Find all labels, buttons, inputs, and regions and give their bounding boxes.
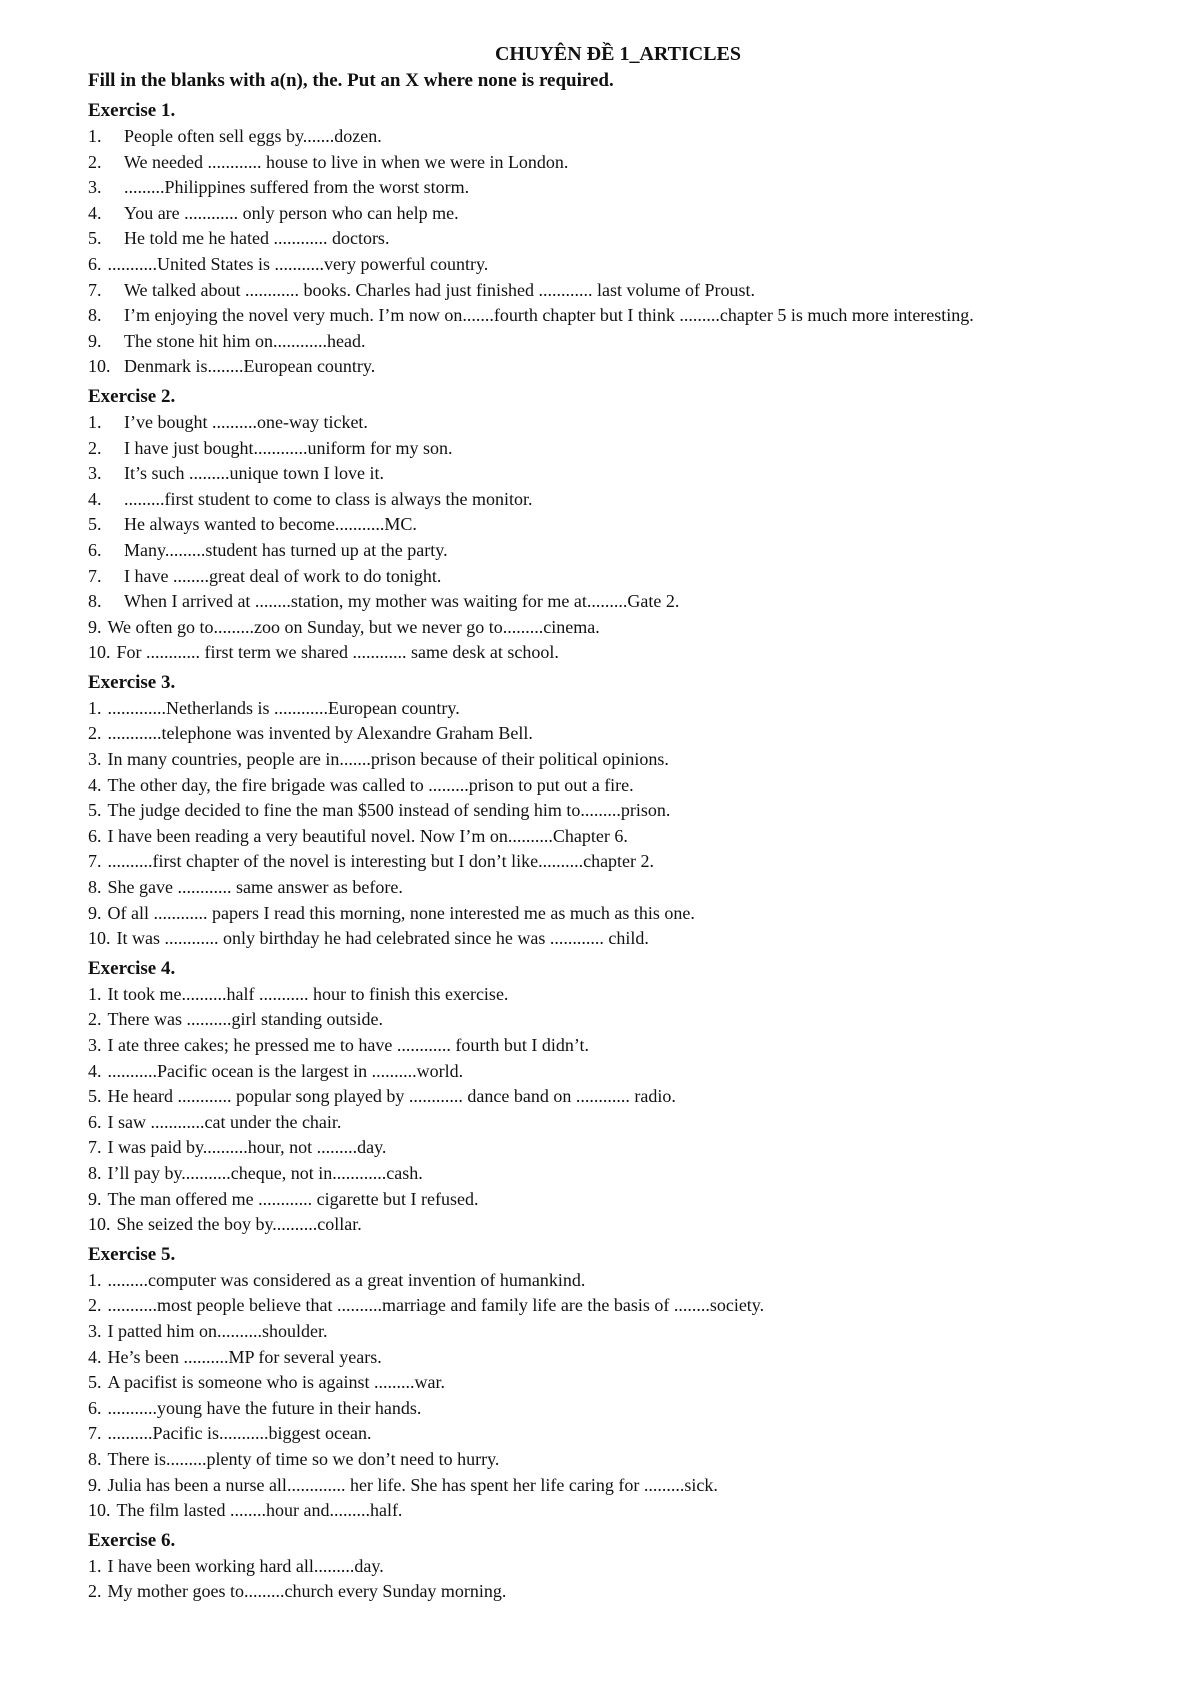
item-text: ...........young have the future in their hands. — [107, 1397, 422, 1418]
exercise-item — [88, 798, 1148, 824]
exercise-item — [88, 354, 1148, 380]
item-text: ...........Pacific ocean is the largest in ..........world. — [107, 1060, 464, 1081]
exercise-items — [88, 982, 1148, 1238]
item-text: I have just bought............uniform for my son. — [124, 437, 453, 458]
exercise-item — [88, 926, 1148, 952]
item-text: ............telephone was invented by Alexandre Graham Bell. — [107, 723, 533, 744]
item-text: The stone hit him on............head. — [124, 330, 366, 351]
item-text: Denmark is........European country. — [124, 356, 376, 377]
item-text: We needed ............ house to live in when we were in London. — [124, 151, 569, 172]
exercise-item — [88, 1187, 1148, 1213]
exercise-item — [88, 615, 1148, 641]
item-text: I have been reading a very beautiful novel. Now I’m on..........Chapter 6. — [107, 825, 628, 846]
item-number: 6. — [88, 1111, 102, 1132]
item-text: A pacifist is someone who is against .........war. — [107, 1372, 445, 1393]
exercise-item — [88, 1421, 1148, 1447]
exercise-item — [88, 1293, 1148, 1319]
item-number: 10. — [88, 642, 111, 663]
item-number: 10. — [88, 356, 111, 377]
exercise-5 — [88, 1242, 1148, 1524]
exercise-item — [88, 1110, 1148, 1136]
exercise-item — [88, 436, 1148, 462]
item-number: 2. — [88, 151, 102, 172]
item-number: 2. — [88, 723, 102, 744]
exercise-item — [88, 875, 1148, 901]
item-number: 10. — [88, 1214, 111, 1235]
item-text: In many countries, people are in.......prison because of their political opinions. — [107, 749, 669, 770]
item-text: We often go to.........zoo on Sunday, but we never go to.........cinema. — [107, 616, 600, 637]
exercise-4 — [88, 956, 1148, 1238]
item-text: There is.........plenty of time so we don’t need to hurry. — [107, 1448, 500, 1469]
exercise-item — [88, 721, 1148, 747]
item-text: Julia has been a nurse all............. her life. She has spent her life caring for .........sick. — [107, 1474, 718, 1495]
item-text: I patted him on..........shoulder. — [107, 1320, 328, 1341]
item-number: 9. — [88, 902, 102, 923]
exercise-item — [88, 226, 1148, 252]
exercise-item — [88, 773, 1148, 799]
item-text: She gave ............ same answer as before. — [107, 877, 403, 898]
exercise-item — [88, 901, 1148, 927]
exercise-heading: Exercise 6. — [88, 1529, 176, 1551]
item-number: 10. — [88, 1500, 111, 1521]
item-text: We talked about ............ books. Charles had just finished ............ last volume of Proust. — [124, 279, 755, 300]
item-number: 4. — [88, 774, 102, 795]
instruction-text: Fill in the blanks with a(n), the. Put an X where none is required. — [88, 70, 614, 91]
item-text: I saw ............cat under the chair. — [107, 1111, 342, 1132]
item-text: ...........most people believe that ..........marriage and family life are the basis of ........society. — [107, 1295, 765, 1316]
item-number: 1. — [88, 983, 102, 1004]
item-number: 8. — [88, 591, 102, 612]
item-text: He told me he hated ............ doctors. — [124, 228, 390, 249]
exercise-item — [88, 824, 1148, 850]
item-number: 7. — [88, 1423, 102, 1444]
item-number: 10. — [88, 928, 111, 949]
item-number: 1. — [88, 1555, 102, 1576]
item-number: 2. — [88, 1295, 102, 1316]
item-text: I ate three cakes; he pressed me to have ............ fourth but I didn’t. — [107, 1035, 590, 1055]
exercise-item — [88, 1033, 1148, 1059]
exercise-items — [88, 124, 1148, 380]
item-text: ...........United States is ...........very powerful country. — [107, 253, 489, 274]
exercise-heading: Exercise 1. — [88, 100, 176, 121]
item-text: I have ........great deal of work to do tonight. — [124, 565, 442, 586]
item-number: 7. — [88, 851, 102, 872]
exercise-item — [88, 487, 1148, 513]
exercise-item — [88, 564, 1148, 590]
exercise-item — [88, 849, 1148, 875]
item-number: 5. — [88, 514, 102, 535]
document-page — [88, 40, 1148, 1605]
exercise-heading: Exercise 4. — [88, 957, 176, 979]
exercise-item — [88, 1579, 1148, 1605]
item-text: It was ............ only birthday he had celebrated since he was ............ child. — [116, 928, 649, 949]
exercise-heading: Exercise 3. — [88, 671, 176, 693]
item-number: 1. — [88, 411, 102, 432]
exercise-item — [88, 461, 1148, 487]
exercise-items — [88, 696, 1148, 952]
exercise-item — [88, 1161, 1148, 1187]
item-number: 3. — [88, 749, 102, 770]
item-number: 1. — [88, 1269, 102, 1290]
item-text: She seized the boy by..........collar. — [116, 1214, 362, 1235]
item-number: 4. — [88, 488, 102, 509]
exercise-3 — [88, 670, 1148, 952]
exercise-item — [88, 696, 1148, 722]
item-text: He always wanted to become...........MC. — [124, 514, 417, 535]
item-text: I have been working hard all.........day. — [107, 1555, 384, 1576]
item-number: 5. — [88, 1372, 102, 1393]
item-number: 8. — [88, 877, 102, 898]
item-text: .........first student to come to class is always the monitor. — [124, 488, 533, 509]
item-number: 7. — [88, 565, 102, 586]
item-text: My mother goes to.........church every Sunday morning. — [107, 1581, 507, 1602]
item-text: Many.........student has turned up at the party. — [124, 539, 448, 560]
exercise-item — [88, 1396, 1148, 1422]
exercise-item — [88, 1319, 1148, 1345]
exercise-item — [88, 982, 1148, 1008]
item-number: 3. — [88, 1320, 102, 1341]
item-text: For ............ first term we shared ............ same desk at school. — [116, 642, 559, 663]
item-text: I’ll pay by...........cheque, not in............cash. — [107, 1162, 423, 1183]
item-number: 4. — [88, 202, 102, 223]
exercise-item — [88, 278, 1148, 304]
item-number: 1. — [88, 697, 102, 718]
item-text: ..........Pacific is...........biggest ocean. — [107, 1423, 372, 1444]
exercise-item — [88, 1345, 1148, 1371]
exercise-items — [88, 1554, 1148, 1605]
exercise-item — [88, 1135, 1148, 1161]
exercise-item — [88, 410, 1148, 436]
item-number: 4. — [88, 1060, 102, 1081]
item-text: He’s been ..........MP for several years. — [107, 1346, 382, 1367]
exercise-item — [88, 1268, 1148, 1294]
document-title: CHUYÊN ĐỀ 1_ARTICLES — [494, 43, 741, 65]
item-number: 4. — [88, 1346, 102, 1367]
exercise-item — [88, 1473, 1148, 1499]
exercise-item — [88, 1370, 1148, 1396]
exercise-item — [88, 175, 1148, 201]
exercise-6 — [88, 1528, 1148, 1605]
item-text: The other day, the fire brigade was called to .........prison to put out a fire. — [107, 774, 634, 795]
item-text: There was ..........girl standing outside. — [107, 1009, 383, 1030]
exercise-item — [88, 747, 1148, 773]
item-number: 3. — [88, 463, 102, 484]
item-number: 9. — [88, 330, 102, 351]
item-number: 5. — [88, 228, 102, 249]
item-number: 6. — [88, 1397, 102, 1418]
exercise-item — [88, 1498, 1148, 1524]
item-text: The film lasted ........hour and.........half. — [116, 1500, 403, 1521]
item-number: 5. — [88, 800, 102, 821]
exercise-item — [88, 640, 1148, 666]
exercise-item — [88, 512, 1148, 538]
item-number: 8. — [88, 1448, 102, 1469]
item-number: 8. — [88, 305, 102, 326]
exercise-heading: Exercise 5. — [88, 1243, 176, 1265]
exercise-item — [88, 1554, 1148, 1580]
item-number: 3. — [88, 1035, 102, 1055]
item-text: The man offered me ............ cigarette but I refused. — [107, 1188, 479, 1209]
exercise-item — [88, 538, 1148, 564]
item-number: 7. — [88, 279, 102, 300]
item-text: The judge decided to fine the man $500 instead of sending him to.........prison. — [107, 800, 671, 821]
item-number: 9. — [88, 616, 102, 637]
item-text: It took me..........half ........... hour to finish this exercise. — [107, 983, 509, 1004]
item-text: It’s such .........unique town I love it. — [124, 463, 384, 484]
item-text: Of all ............ papers I read this morning, none interested me as much as this one. — [107, 902, 695, 923]
item-number: 6. — [88, 253, 102, 274]
item-text: When I arrived at ........station, my mother was waiting for me at.........Gate 2. — [124, 591, 680, 612]
item-number: 2. — [88, 1581, 102, 1602]
exercise-items — [88, 410, 1148, 666]
exercise-heading: Exercise 2. — [88, 385, 176, 407]
item-text: .........Philippines suffered from the worst storm. — [124, 177, 470, 198]
exercise-item — [88, 1212, 1148, 1238]
item-number: 9. — [88, 1188, 102, 1209]
exercise-item — [88, 303, 1148, 329]
exercise-1 — [88, 98, 1148, 380]
item-text: I’m enjoying the novel very much. I’m now on.......fourth chapter but I think .........chapter 5 is much more interesting. — [124, 305, 974, 326]
exercise-item — [88, 1007, 1148, 1033]
exercise-item — [88, 1447, 1148, 1473]
exercise-item — [88, 201, 1148, 227]
item-text: People often sell eggs by.......dozen. — [124, 126, 382, 146]
item-number: 2. — [88, 1009, 102, 1030]
item-text: ..........first chapter of the novel is interesting but I don’t like..........chapter 2. — [107, 851, 655, 872]
item-number: 5. — [88, 1086, 102, 1107]
exercise-item — [88, 589, 1148, 615]
item-text: .........computer was considered as a great invention of humankind. — [107, 1269, 586, 1290]
item-number: 8. — [88, 1162, 102, 1183]
item-number: 6. — [88, 539, 102, 560]
exercise-item — [88, 1059, 1148, 1085]
item-text: I’ve bought ..........one-way ticket. — [124, 411, 368, 432]
item-number: 7. — [88, 1137, 102, 1158]
item-text: I was paid by..........hour, not .........day. — [107, 1137, 387, 1158]
exercise-2 — [88, 384, 1148, 666]
item-number: 3. — [88, 177, 102, 198]
exercise-item — [88, 329, 1148, 355]
item-number: 2. — [88, 437, 102, 458]
exercise-items — [88, 1268, 1148, 1524]
item-text: .............Netherlands is ............European country. — [107, 697, 460, 718]
exercise-item — [88, 150, 1148, 176]
item-text: You are ............ only person who can help me. — [124, 202, 459, 223]
exercise-item — [88, 124, 1148, 150]
item-number: 9. — [88, 1474, 102, 1495]
item-number: 6. — [88, 825, 102, 846]
exercise-item — [88, 1084, 1148, 1110]
exercise-item — [88, 252, 1148, 278]
item-number: 1. — [88, 126, 102, 146]
item-text: He heard ............ popular song played by ............ dance band on ............ radio. — [107, 1086, 676, 1107]
